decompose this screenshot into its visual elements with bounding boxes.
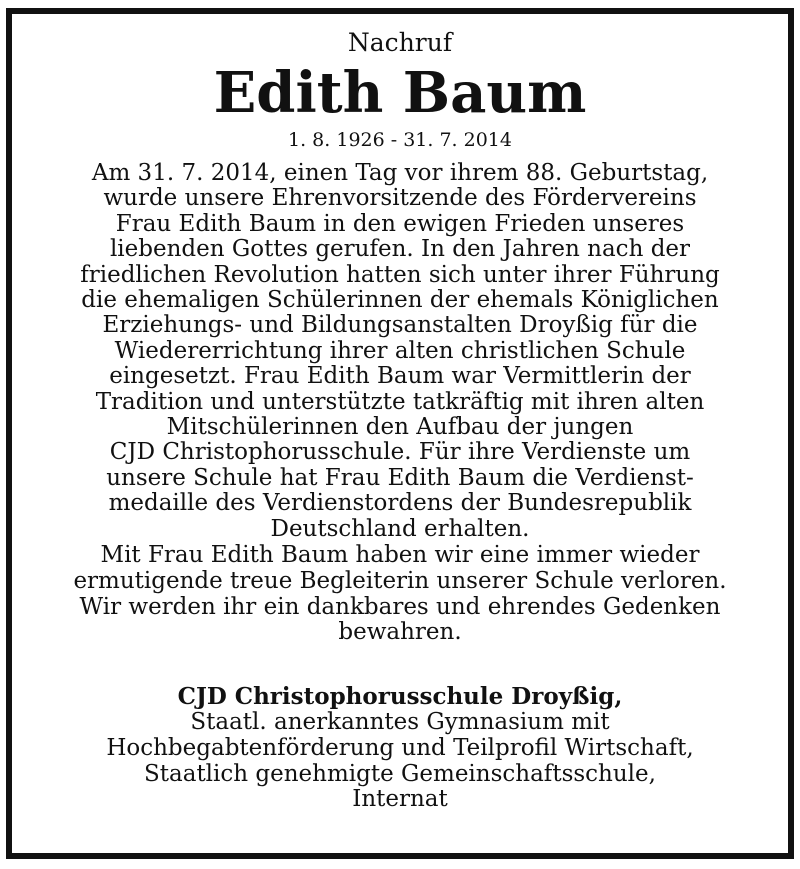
signature-organization: CJD Christophorusschule Droyßig,	[177, 683, 623, 711]
signature-line: Internat	[352, 786, 448, 813]
obituary-closing	[12, 543, 788, 646]
body-line: medaille des Verdienstordens der Bundesrepublik	[108, 490, 692, 517]
body-line: liebenden Gottes gerufen. In den Jahren nach der	[109, 236, 691, 263]
signature-block	[12, 684, 788, 813]
obituary-frame	[6, 8, 794, 859]
body-line: friedlichen Revolution hatten sich unter ihrer Führung	[80, 261, 720, 288]
body-line: Mitschülerinnen den Aufbau der jungen	[166, 414, 634, 441]
body-line: Tradition und unterstützte tatkräftig mit ihren alten	[95, 388, 705, 415]
body-line: die ehemaligen Schülerinnen der ehemals Königlichen	[81, 287, 719, 314]
signature-line: Hochbegabtenförderung und Teilprofil Wirtschaft,	[106, 734, 694, 761]
body-line: Am 31. 7. 2014, einen Tag vor ihrem 88. Geburtstag,	[91, 160, 709, 186]
signature-line: Staatl. anerkanntes Gymnasium mit	[190, 709, 610, 736]
closing-line: bewahren.	[338, 619, 462, 646]
deceased-name: Edith Baum	[213, 60, 587, 126]
obituary-label: Nachruf	[347, 28, 453, 57]
body-line: eingesetzt. Frau Edith Baum war Vermittlerin der	[109, 363, 691, 390]
body-line: CJD Christophorusschule. Für ihre Verdienste um	[109, 439, 691, 466]
closing-line: Mit Frau Edith Baum haben wir eine immer wieder	[100, 542, 700, 569]
obituary-content	[12, 14, 788, 813]
closing-line: Wir werden ihr ein dankbares und ehrendes Gedenken	[79, 593, 721, 620]
closing-line: ermutigende treue Begleiterin unserer Schule verloren.	[73, 567, 727, 594]
body-line: Frau Edith Baum in den ewigen Frieden unseres	[115, 210, 685, 237]
body-line: Wiedererrichtung ihrer alten christlichen Schule	[114, 337, 686, 364]
body-line: wurde unsere Ehrenvorsitzende des Fördervereins	[103, 185, 697, 212]
body-line: Deutschland erhalten.	[270, 515, 530, 542]
signature-line: Staatlich genehmigte Gemeinschaftsschule,	[144, 760, 656, 787]
body-line: Erziehungs- und Bildungsanstalten Droyßig für die	[102, 312, 698, 339]
obituary-body	[12, 161, 788, 542]
life-dates: 1. 8. 1926 - 31. 7. 2014	[288, 129, 512, 151]
body-line: unsere Schule hat Frau Edith Baum die Verdienst-	[106, 464, 694, 491]
